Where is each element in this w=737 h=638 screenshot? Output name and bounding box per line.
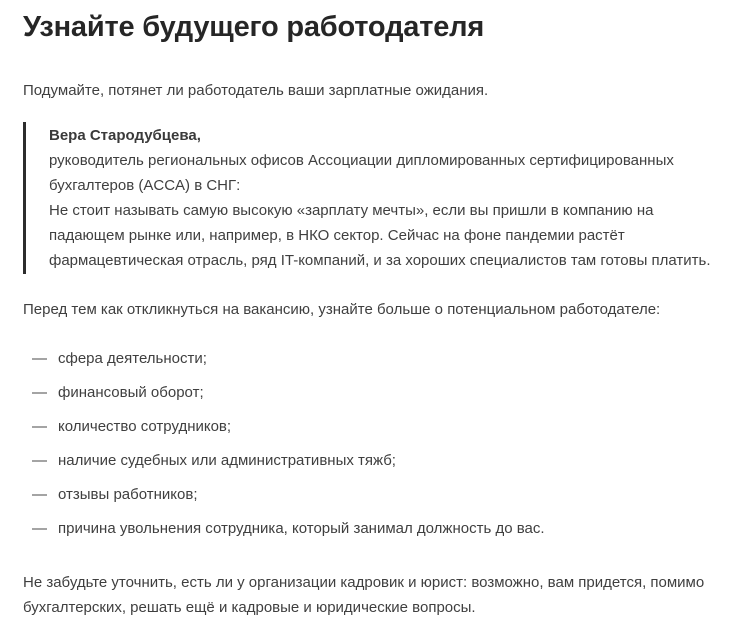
list-item-text: отзывы работников; [58,486,198,503]
list-item [32,448,723,473]
page-title: Узнайте будущего работодателя [23,11,485,43]
list-item-text: финансовый оборот; [58,384,204,401]
list-item [32,414,723,439]
list-item-text: наличие судебных или административных тяжб; [58,452,396,469]
checklist-intro-paragraph: Перед тем как откликнуться на вакансию, узнайте больше о потенциальном работодателе: [23,301,661,318]
list-item-text: сфера деятельности; [58,350,207,367]
list-item [32,380,723,405]
list-item-text: причина увольнения сотрудника, который занимал должность до вас. [58,520,545,537]
dash-bullet: — [32,520,47,537]
quote-author-name: Вера Стародубцева, [49,127,201,144]
dash-bullet: — [32,384,47,401]
expert-quote-block [23,122,723,274]
dash-bullet: — [32,452,47,469]
quote-text: Не стоит называть самую высокую «зарплату мечты», если вы пришли в компанию на падающем рынке или, например, в НКО сектор. Сейчас на фоне пандемии растёт фармацевтическая отрасль, ряд IT-компаний, и за хороших специалистов там готовы платить. [49,202,711,269]
intro-paragraph: Подумайте, потянет ли работодатель ваши зарплатные ожидания. [23,82,489,99]
dash-bullet: — [32,350,47,367]
outro-paragraph: Не забудьте уточнить, есть ли у организации кадровик и юрист: возможно, вам придется, помимо бухгалтерских, решать ещё и кадровые и юридические вопросы. [23,574,705,616]
list-item-text: количество сотрудников; [58,418,232,435]
dash-bullet: — [32,486,47,503]
dash-bullet: — [32,418,47,435]
list-item [32,516,723,541]
list-item [32,482,723,507]
quote-author-role: руководитель региональных офисов Ассоциации дипломированных сертифицированных бухгалтеров (ACCA) в СНГ: [49,152,674,194]
employer-checklist [23,346,723,541]
list-item [32,346,723,371]
